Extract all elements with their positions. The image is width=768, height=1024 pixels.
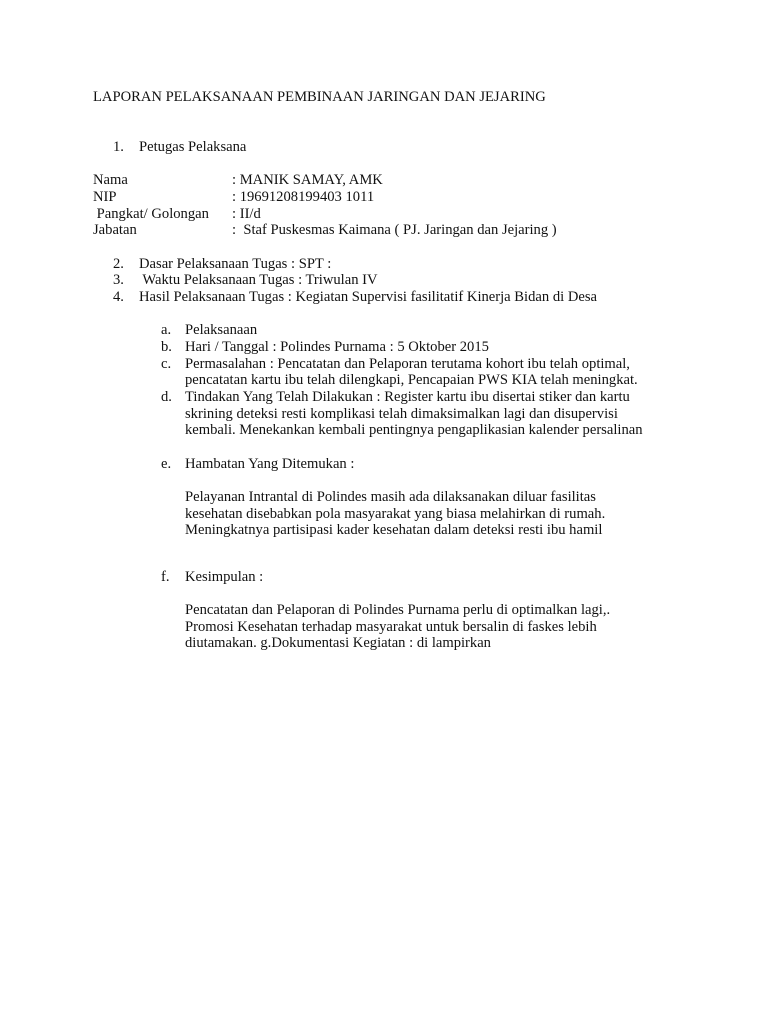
position-value: : Staf Puskesmas Kaimana ( PJ. Jaringan dan Jejaring ) [232,222,557,238]
nip-label: NIP [93,189,117,205]
sub-f-letter: f. [161,569,170,585]
sub-e-body-line-2: kesehatan disebabkan pola masyarakat yang biasa melahirkan di rumah. [185,506,606,522]
report-title: LAPORAN PELAKSANAAN PEMBINAAN JARINGAN DAN JEJARING [93,89,546,105]
name-value: : MANIK SAMAY, AMK [232,172,383,188]
sub-e-body-line-1: Pelayanan Intrantal di Polindes masih ada dilaksanakan diluar fasilitas [185,489,596,505]
section-1-label: Petugas Pelaksana [139,139,247,155]
sub-f-body-line-3: diutamakan. g.Dokumentasi Kegiatan : di lampirkan [185,635,491,651]
sub-e-body-line-3: Meningkatnya partisipasi kader kesehatan dalam deteksi resti ibu hamil [185,522,603,538]
sub-f-body-line-2: Promosi Kesehatan terhadap masyarakat untuk bersalin di faskes lebih [185,619,597,635]
sub-c-letter: c. [161,356,172,372]
sub-d-line-2: skrining deteksi resti komplikasi telah dimaksimalkan lagi dan disupervisi [185,406,618,422]
sub-b-letter: b. [161,339,172,355]
sub-a-letter: a. [161,322,172,338]
sub-e-text: Hambatan Yang Ditemukan : [185,456,355,472]
rank-value: : II/d [232,206,261,222]
sub-e-letter: e. [161,456,172,472]
item-4-number: 4. [113,289,124,305]
position-label: Jabatan [93,222,137,238]
sub-a-text: Pelaksanaan [185,322,258,338]
sub-c-line-1: Permasalahan : Pencatatan dan Pelaporan terutama kohort ibu telah optimal, [185,356,630,372]
sub-d-line-3: kembali. Menekankan kembali pentingnya pengaplikasian kalender persalinan [185,422,643,438]
sub-d-letter: d. [161,389,172,405]
sub-c-line-2: pencatatan kartu ibu telah dilengkapi, Pencapaian PWS KIA telah meningkat. [185,372,638,388]
sub-d-line-1: Tindakan Yang Telah Dilakukan : Register kartu ibu disertai stiker dan kartu [185,389,630,405]
section-1-number: 1. [113,139,124,155]
item-2-text: Dasar Pelaksanaan Tugas : SPT : [139,256,332,272]
nip-value: : 19691208199403 1011 [232,189,375,205]
item-2-number: 2. [113,256,124,272]
item-3-text: Waktu Pelaksanaan Tugas : Triwulan IV [139,272,378,288]
rank-label: Pangkat/ Golongan [93,206,209,222]
sub-f-text: Kesimpulan : [185,569,264,585]
sub-b-text: Hari / Tanggal : Polindes Purnama : 5 Oktober 2015 [185,339,489,355]
item-4-text: Hasil Pelaksanaan Tugas : Kegiatan Supervisi fasilitatif Kinerja Bidan di Desa [139,289,597,305]
item-3-number: 3. [113,272,124,288]
name-label: Nama [93,172,128,188]
sub-f-body-line-1: Pencatatan dan Pelaporan di Polindes Purnama perlu di optimalkan lagi,. [185,602,611,618]
